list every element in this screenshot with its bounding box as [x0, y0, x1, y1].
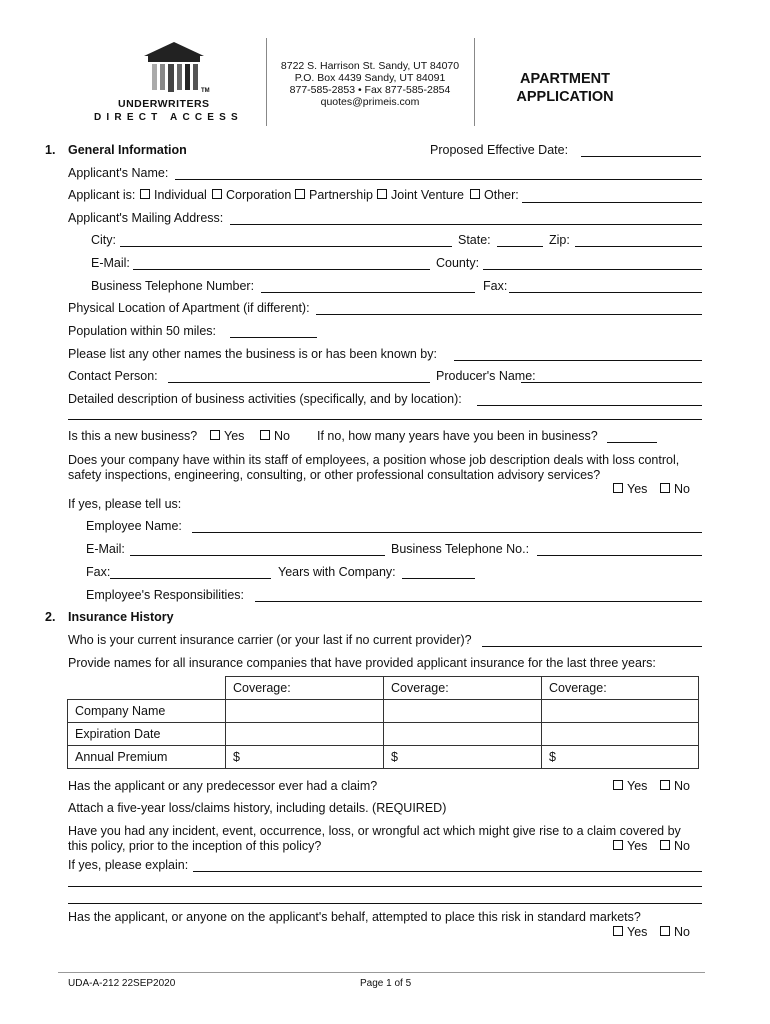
address-line: quotes@primeis.com	[320, 96, 420, 108]
attach-history-note: Attach a five-year loss/claims history, including details. (REQUIRED)	[68, 801, 447, 815]
table-cell[interactable]: $	[384, 746, 542, 769]
incident-yes[interactable]	[613, 839, 647, 853]
other-names-label: Please list any other names the business is or has been known by:	[68, 347, 437, 361]
table-header-cell	[68, 677, 226, 700]
employee-fax-field[interactable]	[110, 565, 271, 579]
form-id: UDA-A-212 22SEP2020	[68, 978, 176, 989]
table-header-cell: Coverage:	[384, 677, 542, 700]
company-logo	[94, 40, 254, 130]
option-label: Yes	[627, 779, 648, 793]
current-carrier-label: Who is your current insurance carrier (or your last if no current provider)?	[68, 633, 472, 647]
years-in-business-label: If no, how many years have you been in business?	[317, 429, 598, 443]
responsibilities-field[interactable]	[255, 588, 702, 602]
county-field[interactable]	[483, 256, 702, 270]
option-label: No	[674, 482, 690, 496]
option-label: Other:	[484, 188, 519, 202]
page-number: Page 1 of 5	[360, 978, 412, 989]
email-field[interactable]	[133, 256, 430, 270]
effective-date-label: Proposed Effective Date:	[430, 143, 569, 157]
email-label: E-Mail:	[91, 256, 130, 270]
explain-label: If yes, please explain:	[68, 858, 189, 872]
applicant-type-joint-venture[interactable]	[377, 188, 464, 202]
table-cell[interactable]	[384, 723, 542, 746]
standard-markets-yes[interactable]	[613, 925, 647, 939]
explain-field[interactable]	[193, 858, 702, 872]
checkbox[interactable]	[613, 483, 623, 493]
section-1-title: General Information	[68, 143, 187, 157]
form-title-line-2: APPLICATION	[516, 89, 614, 105]
checkbox[interactable]	[613, 840, 623, 850]
checkbox[interactable]	[260, 430, 270, 440]
row-label: Annual Premium	[68, 746, 226, 769]
section-2-title: Insurance History	[68, 610, 174, 624]
option-label: Yes	[627, 482, 648, 496]
state-field[interactable]	[497, 233, 543, 247]
applicant-type-partnership[interactable]	[295, 188, 373, 202]
table-cell[interactable]	[226, 700, 384, 723]
logo-tm: TM	[201, 88, 210, 94]
table-header-row	[68, 677, 699, 700]
standard-markets-question: Has the applicant, or anyone on the applicant's behalf, attempted to place this risk in standard markets?	[68, 910, 641, 924]
table-cell[interactable]: $	[542, 746, 699, 769]
years-with-company-label: Years with Company:	[278, 565, 396, 579]
city-field[interactable]	[120, 233, 452, 247]
employee-email-label: E-Mail:	[86, 542, 125, 556]
state-label: State:	[458, 233, 491, 247]
zip-label: Zip:	[549, 233, 570, 247]
explain-field-line-3[interactable]	[68, 890, 702, 904]
option-label: No	[674, 839, 690, 853]
form-title-line-1: APARTMENT	[520, 71, 610, 87]
table-row	[68, 723, 699, 746]
checkbox[interactable]	[470, 189, 480, 199]
county-label: County:	[436, 256, 480, 270]
staff-question-yes[interactable]	[613, 482, 647, 496]
provide-names-label: Provide names for all insurance companies that have provided applicant insurance for the last three years:	[68, 656, 656, 670]
footer-divider	[58, 972, 705, 973]
table-row	[68, 700, 699, 723]
checkbox[interactable]	[210, 430, 220, 440]
new-business-no[interactable]	[260, 429, 290, 443]
option-label: No	[674, 779, 690, 793]
fax-label: Fax:	[483, 279, 508, 293]
insurance-history-table	[67, 676, 699, 769]
checkbox[interactable]	[660, 483, 670, 493]
option-label: Individual	[154, 188, 207, 202]
applicant-type-other-field[interactable]	[522, 189, 702, 203]
contact-person-label: Contact Person:	[68, 369, 158, 383]
table-cell[interactable]	[542, 723, 699, 746]
logo-text-direct-access: DIRECT ACCESS	[94, 112, 243, 123]
years-with-company-field[interactable]	[402, 565, 475, 579]
staff-question	[68, 453, 679, 482]
incident-question-line-2: this policy, prior to the inception of this policy?	[68, 838, 322, 853]
current-carrier-field[interactable]	[482, 633, 702, 647]
claim-yes[interactable]	[613, 779, 647, 793]
business-phone-label: Business Telephone Number:	[91, 279, 255, 293]
applicant-type-corporation[interactable]	[212, 188, 291, 202]
checkbox[interactable]	[660, 926, 670, 936]
claim-no[interactable]	[660, 779, 690, 793]
address-line: 8722 S. Harrison St. Sandy, UT 84070	[280, 60, 460, 72]
checkbox[interactable]	[613, 780, 623, 790]
table-cell[interactable]: $	[226, 746, 384, 769]
row-label: Company Name	[68, 700, 226, 723]
table-cell[interactable]	[542, 700, 699, 723]
logo-text-underwriters: UNDERWRITERS	[118, 98, 210, 110]
table-header-cell: Coverage:	[542, 677, 699, 700]
claim-question: Has the applicant or any predecessor ever had a claim?	[68, 779, 378, 793]
section-2-number: 2.	[45, 610, 56, 624]
checkbox[interactable]	[613, 926, 623, 936]
employee-fax-label: Fax:	[86, 565, 111, 579]
table-header-cell: Coverage:	[226, 677, 384, 700]
checkbox[interactable]	[295, 189, 305, 199]
applicant-is-label: Applicant is:	[68, 188, 136, 202]
option-label: Partnership	[309, 188, 373, 202]
employee-name-field[interactable]	[192, 519, 702, 533]
address-line: 877-585-2853 • Fax 877-585-2854	[289, 84, 451, 96]
contact-person-field[interactable]	[168, 369, 430, 383]
employee-phone-field[interactable]	[537, 542, 702, 556]
checkbox[interactable]	[377, 189, 387, 199]
applicant-name-label: Applicant's Name:	[68, 166, 169, 180]
form-title	[490, 70, 640, 106]
other-names-field[interactable]	[454, 347, 702, 361]
new-business-yes[interactable]	[210, 429, 244, 443]
mailing-address-field[interactable]	[230, 211, 702, 225]
description-field-line-2[interactable]	[68, 406, 702, 420]
responsibilities-label: Employee's Responsibilities:	[86, 588, 245, 602]
physical-location-field[interactable]	[316, 301, 702, 315]
option-label: Yes	[224, 429, 245, 443]
business-phone-field[interactable]	[261, 279, 475, 293]
applicant-type-individual[interactable]	[140, 188, 207, 202]
checkbox[interactable]	[212, 189, 222, 199]
row-label: Expiration Date	[68, 723, 226, 746]
explain-field-line-2[interactable]	[68, 873, 702, 887]
fax-field[interactable]	[509, 279, 702, 293]
producer-name-label: Producer's Name:	[436, 369, 536, 383]
employee-email-field[interactable]	[130, 542, 385, 556]
table-row	[68, 746, 699, 769]
employee-name-label: Employee Name:	[86, 519, 182, 533]
checkbox[interactable]	[140, 189, 150, 199]
incident-question-line-1: Have you had any incident, event, occurrence, loss, or wrongful act which might give rise to a claim covered by	[68, 824, 681, 838]
checkbox[interactable]	[660, 780, 670, 790]
section-1-number: 1.	[45, 143, 56, 157]
if-yes-label: If yes, please tell us:	[68, 497, 182, 511]
staff-question-line-1: Does your company have within its staff of employees, a position whose job description deals with loss control,	[68, 453, 680, 467]
option-label: Joint Venture	[391, 188, 464, 202]
new-business-label: Is this a new business?	[68, 429, 198, 443]
option-label: No	[274, 429, 290, 443]
standard-markets-no[interactable]	[660, 925, 690, 939]
description-field[interactable]	[477, 392, 702, 406]
physical-location-label: Physical Location of Apartment (if different):	[68, 301, 310, 315]
population-label: Population within 50 miles:	[68, 324, 216, 338]
table-cell[interactable]	[226, 723, 384, 746]
incident-no[interactable]	[660, 839, 690, 853]
zip-field[interactable]	[575, 233, 702, 247]
employee-phone-label: Business Telephone No.:	[391, 542, 530, 556]
years-in-business-field[interactable]	[607, 429, 657, 443]
option-label: No	[674, 925, 690, 939]
applicant-name-field[interactable]	[175, 166, 702, 180]
option-label: Yes	[627, 925, 648, 939]
address-line: P.O. Box 4439 Sandy, UT 84091	[294, 72, 446, 84]
staff-question-line-2: safety inspections, engineering, consulting, or other professional consultation advisory services?	[68, 467, 601, 482]
incident-question	[68, 824, 681, 853]
staff-question-no[interactable]	[660, 482, 690, 496]
option-label: Corporation	[226, 188, 292, 202]
mailing-address-label: Applicant's Mailing Address:	[68, 211, 224, 225]
checkbox[interactable]	[660, 840, 670, 850]
option-label: Yes	[627, 839, 648, 853]
applicant-type-other[interactable]	[470, 188, 519, 202]
header-divider-right	[474, 38, 475, 126]
description-label: Detailed description of business activities (specifically, and by location):	[68, 392, 462, 406]
table-cell[interactable]	[384, 700, 542, 723]
producer-name-field[interactable]	[521, 369, 702, 383]
city-label: City:	[91, 233, 116, 247]
population-field[interactable]	[230, 324, 317, 338]
effective-date-field[interactable]	[581, 143, 701, 157]
